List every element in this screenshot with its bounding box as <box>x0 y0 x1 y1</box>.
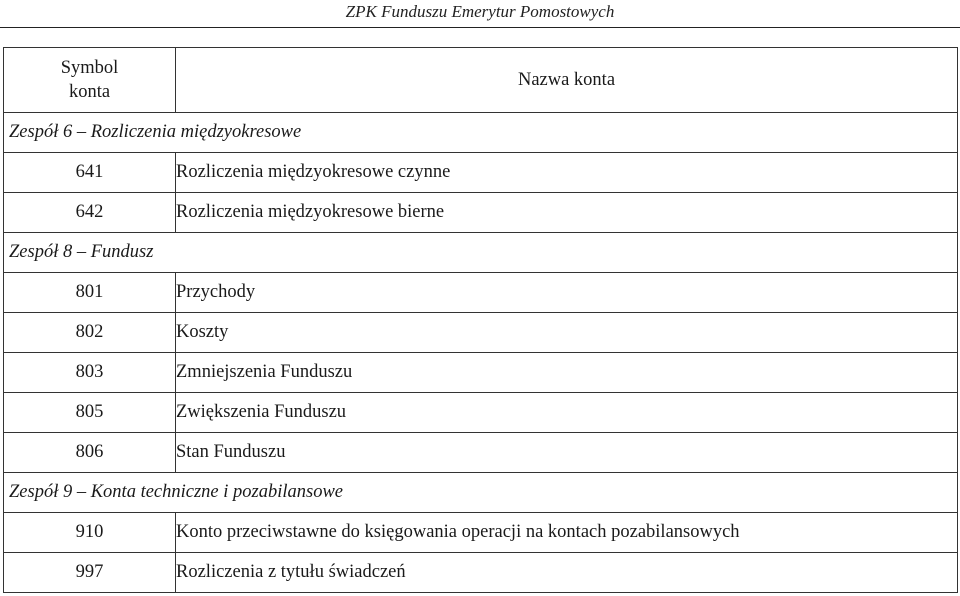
group-title: Zespół 9 – Konta techniczne i pozabilansowe <box>4 473 958 513</box>
account-name: Rozliczenia międzyokresowe bierne <box>176 193 958 233</box>
account-name: Zmniejszenia Funduszu <box>176 353 958 393</box>
table-header-row <box>4 48 958 113</box>
account-name: Stan Funduszu <box>176 433 958 473</box>
account-name: Rozliczenia z tytułu świadczeń <box>176 553 958 593</box>
account-name: Zwiększenia Funduszu <box>176 393 958 433</box>
table-row <box>4 273 958 313</box>
account-symbol: 803 <box>4 353 176 393</box>
group-title: Zespół 8 – Fundusz <box>4 233 958 273</box>
account-name: Przychody <box>176 273 958 313</box>
account-symbol: 997 <box>4 553 176 593</box>
account-symbol: 805 <box>4 393 176 433</box>
column-header-name: Nazwa konta <box>176 48 958 113</box>
table-row <box>4 513 958 553</box>
group-row-9 <box>4 473 958 513</box>
accounts-table <box>3 47 958 593</box>
group-row-6 <box>4 113 958 153</box>
account-symbol: 641 <box>4 153 176 193</box>
header-rule <box>0 27 960 28</box>
account-name: Konto przeciwstawne do księgowania operacji na kontach pozabilansowych <box>176 513 958 553</box>
table-row <box>4 353 958 393</box>
account-name: Koszty <box>176 313 958 353</box>
group-title: Zespół 6 – Rozliczenia międzyokresowe <box>4 113 958 153</box>
table-row <box>4 313 958 353</box>
account-symbol: 642 <box>4 193 176 233</box>
column-header-symbol-line2: konta <box>68 82 111 102</box>
table-row <box>4 153 958 193</box>
account-symbol: 801 <box>4 273 176 313</box>
column-header-symbol <box>4 48 176 113</box>
table-row <box>4 553 958 593</box>
account-symbol: 802 <box>4 313 176 353</box>
account-symbol: 910 <box>4 513 176 553</box>
column-header-symbol-line1: Symbol <box>60 58 119 78</box>
group-row-8 <box>4 233 958 273</box>
table-row <box>4 193 958 233</box>
table-row <box>4 393 958 433</box>
account-symbol: 806 <box>4 433 176 473</box>
running-header: ZPK Funduszu Emerytur Pomostowych <box>345 2 615 21</box>
table-row <box>4 433 958 473</box>
account-name: Rozliczenia międzyokresowe czynne <box>176 153 958 193</box>
